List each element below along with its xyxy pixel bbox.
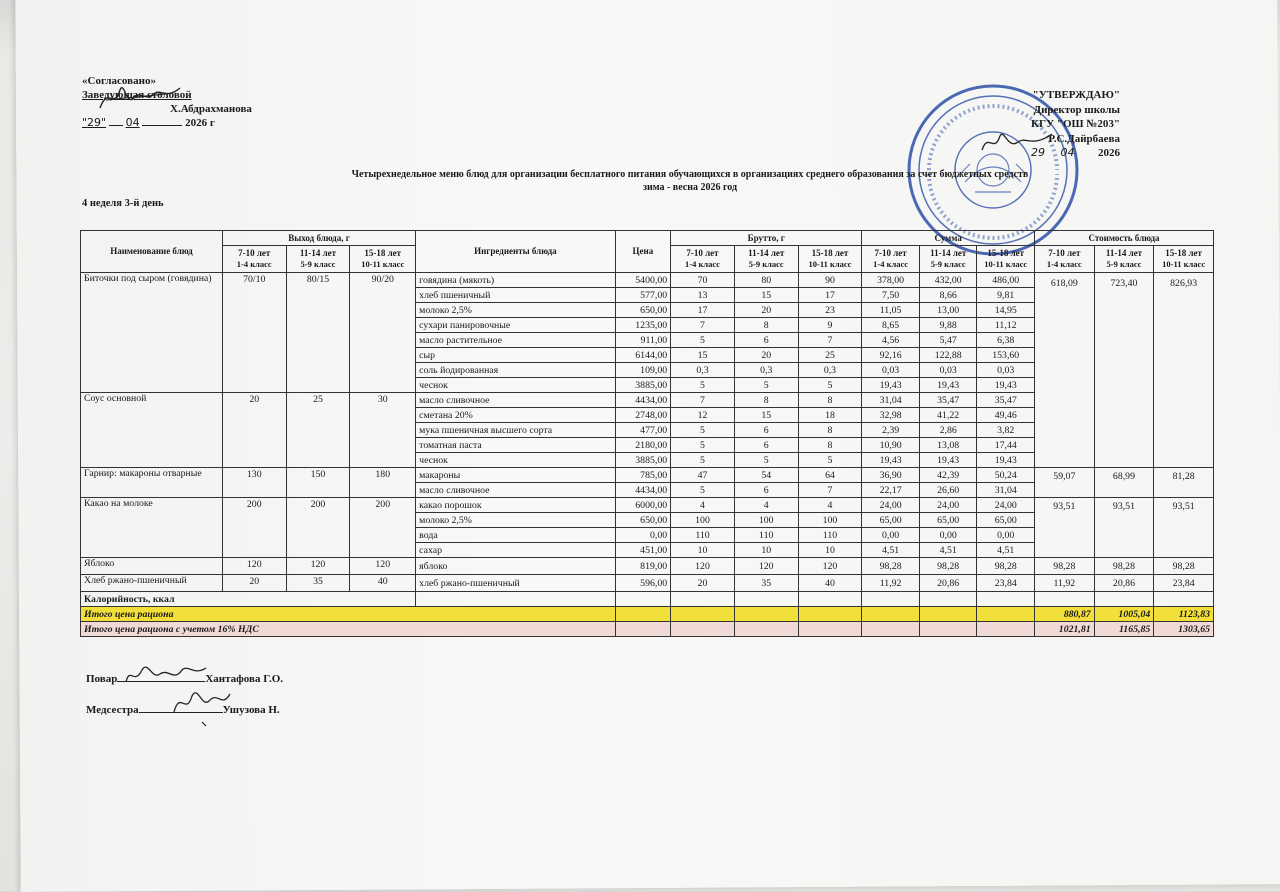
ingredient-gross: 10 — [671, 543, 735, 558]
total-row-empty — [615, 607, 671, 622]
dish-name: Биточки под сыром (говядина) — [81, 273, 223, 393]
ingredient-name: сметана 20% — [416, 408, 615, 423]
total-row-empty — [734, 607, 798, 622]
week-day-label: 4 неделя 3-й день — [82, 198, 164, 209]
total-row-label: Итого цена рациона — [81, 607, 616, 622]
ingredient-sum: 5,47 — [919, 333, 977, 348]
ingredient-gross: 10 — [734, 543, 798, 558]
ingredient-gross: 0,3 — [734, 363, 798, 378]
approve-title: "УТВЕРЖДАЮ" — [1032, 89, 1120, 101]
total-vat-row-empty — [798, 622, 862, 637]
dish-cost: 11,92 — [1035, 575, 1095, 592]
ingredient-name: томатная паста — [416, 438, 615, 453]
ingredient-gross: 18 — [798, 408, 862, 423]
ingredient-name: масло сливочное — [416, 393, 615, 408]
table-row — [81, 468, 1214, 483]
dish-output: 180 — [350, 468, 416, 498]
total-vat-row-empty — [977, 622, 1035, 637]
ingredient-gross: 70 — [671, 273, 735, 288]
ingredient-gross: 64 — [798, 468, 862, 483]
dish-cost: 618,09 — [1035, 273, 1095, 468]
ingredient-sum: 4,51 — [919, 543, 977, 558]
ingredient-sum: 17,44 — [977, 438, 1035, 453]
total-vat-row-empty — [862, 622, 920, 637]
ingredient-gross: 110 — [734, 528, 798, 543]
age-header-gross-1: 7-10 лет 1-4 класс — [671, 246, 735, 273]
ingredient-name: масло сливочное — [416, 483, 615, 498]
age-header-output-3: 15-18 лет 10-11 класс — [350, 246, 416, 273]
ingredient-price: 6000,00 — [615, 498, 671, 513]
ingredient-sum: 378,00 — [862, 273, 920, 288]
ingredient-sum: 4,56 — [862, 333, 920, 348]
ingredient-price: 2180,00 — [615, 438, 671, 453]
calories-cell — [1154, 592, 1214, 607]
ingredient-sum: 0,03 — [919, 363, 977, 378]
ingredient-sum: 2,86 — [919, 423, 977, 438]
dish-output: 130 — [222, 468, 286, 498]
approve-date-month: 04 — [1060, 146, 1075, 159]
ingredient-gross: 40 — [798, 575, 862, 592]
ingredient-price: 785,00 — [615, 468, 671, 483]
ingredient-name: сыр — [416, 348, 615, 363]
dish-name: Соус основной — [81, 393, 223, 468]
ingredient-sum: 13,00 — [919, 303, 977, 318]
ingredient-price: 6144,00 — [615, 348, 671, 363]
ingredient-price: 0,00 — [615, 528, 671, 543]
ingredient-sum: 32,98 — [862, 408, 920, 423]
ingredient-sum: 35,47 — [977, 393, 1035, 408]
ingredient-name: молоко 2,5% — [416, 513, 615, 528]
dish-output: 20 — [222, 393, 286, 468]
dish-output: 120 — [286, 558, 350, 575]
calories-cell — [416, 592, 615, 607]
header-cost: Стоимость блюда — [1035, 231, 1214, 246]
age-header-gross-2: 11-14 лет 5-9 класс — [734, 246, 798, 273]
ingredient-sum: 11,92 — [862, 575, 920, 592]
menu-table-body — [81, 273, 1214, 637]
dish-cost: 93,51 — [1154, 498, 1214, 558]
ingredient-sum: 432,00 — [919, 273, 977, 288]
ingredient-sum: 13,08 — [919, 438, 977, 453]
ingredient-price: 451,00 — [615, 543, 671, 558]
ingredient-sum: 7,50 — [862, 288, 920, 303]
ingredient-gross: 10 — [798, 543, 862, 558]
dish-output: 200 — [286, 498, 350, 558]
ingredient-name: масло растительное — [416, 333, 615, 348]
ingredient-name: говядина (мякоть) — [416, 273, 615, 288]
total-vat-row-value: 1021,81 — [1035, 622, 1095, 637]
ingredient-sum: 19,43 — [862, 453, 920, 468]
dish-cost: 59,07 — [1035, 468, 1095, 498]
total-vat-row-empty — [671, 622, 735, 637]
ingredient-gross: 25 — [798, 348, 862, 363]
ingredient-gross: 5 — [798, 378, 862, 393]
calories-cell — [615, 592, 671, 607]
agreed-position: Заведующая столовой — [82, 89, 192, 101]
agreed-date — [82, 116, 252, 130]
ingredient-gross: 110 — [671, 528, 735, 543]
ingredient-gross: 7 — [671, 318, 735, 333]
ingredient-gross: 15 — [734, 408, 798, 423]
agreed-date-month: 04 — [125, 116, 140, 129]
ingredient-sum: 35,47 — [919, 393, 977, 408]
dish-name: Какао на молоке — [81, 498, 223, 558]
ingredient-gross: 5 — [671, 378, 735, 393]
dish-cost: 68,99 — [1094, 468, 1154, 498]
approve-date-day: 29 — [1031, 146, 1045, 159]
dish-output: 40 — [350, 575, 416, 592]
ingredient-gross: 20 — [671, 575, 735, 592]
dish-cost: 81,28 — [1154, 468, 1214, 498]
ingredient-gross: 8 — [798, 393, 862, 408]
agreed-date-day: "29" — [82, 116, 107, 129]
ingredient-name: хлеб ржано-пшеничный — [416, 575, 615, 592]
dish-cost: 20,86 — [1094, 575, 1154, 592]
total-row-empty — [798, 607, 862, 622]
ingredient-sum: 24,00 — [977, 498, 1035, 513]
ingredient-sum: 0,03 — [977, 363, 1035, 378]
ingredient-sum: 14,95 — [977, 303, 1035, 318]
ingredient-gross: 100 — [734, 513, 798, 528]
nurse-label: Медсестра — [86, 704, 139, 716]
cook-label: Повар — [86, 673, 118, 685]
ingredient-sum: 19,43 — [862, 378, 920, 393]
ingredient-name: чеснок — [416, 453, 615, 468]
ingredient-sum: 65,00 — [919, 513, 977, 528]
agreed-title: «Согласовано» — [82, 75, 156, 87]
ingredient-price: 4434,00 — [615, 483, 671, 498]
calories-cell — [919, 592, 977, 607]
ingredient-sum: 31,04 — [862, 393, 920, 408]
ingredient-gross: 5 — [671, 483, 735, 498]
calories-cell — [1035, 592, 1095, 607]
ingredient-sum: 19,43 — [977, 453, 1035, 468]
ingredient-gross: 5 — [734, 453, 798, 468]
ingredient-name: макароны — [416, 468, 615, 483]
ingredient-sum: 24,00 — [862, 498, 920, 513]
ingredient-sum: 19,43 — [919, 378, 977, 393]
total-row-value: 1005,04 — [1094, 607, 1154, 622]
total-row-empty — [919, 607, 977, 622]
ingredient-gross: 5 — [671, 423, 735, 438]
ingredient-gross: 5 — [671, 333, 735, 348]
ingredient-gross: 120 — [734, 558, 798, 575]
dish-output: 80/15 — [286, 273, 350, 393]
header-price: Цена — [615, 231, 671, 273]
ingredient-name: хлеб пшеничный — [416, 288, 615, 303]
calories-cell — [671, 592, 735, 607]
calories-cell — [862, 592, 920, 607]
dish-output: 200 — [350, 498, 416, 558]
ingredient-sum: 8,65 — [862, 318, 920, 333]
signature-left-top — [96, 80, 186, 116]
ingredient-price: 650,00 — [615, 303, 671, 318]
ingredient-sum: 0,03 — [862, 363, 920, 378]
menu-title-line2: зима - весна 2026 год — [642, 182, 738, 193]
ingredient-sum: 92,16 — [862, 348, 920, 363]
nurse-signature — [166, 682, 236, 728]
total-row-value: 880,87 — [1035, 607, 1095, 622]
ingredient-gross: 5 — [671, 453, 735, 468]
ingredient-gross: 8 — [734, 393, 798, 408]
total-row-empty — [977, 607, 1035, 622]
ingredient-gross: 7 — [798, 483, 862, 498]
dish-output: 30 — [350, 393, 416, 468]
ingredient-price: 650,00 — [615, 513, 671, 528]
ingredient-gross: 5 — [671, 438, 735, 453]
ingredient-sum: 8,66 — [919, 288, 977, 303]
total-row — [81, 607, 1214, 622]
header-ingredients: Ингредиенты блюда — [416, 231, 615, 273]
ingredient-sum: 0,00 — [919, 528, 977, 543]
ingredient-gross: 80 — [734, 273, 798, 288]
dish-name: Яблоко — [81, 558, 223, 575]
header-gross: Брутто, г — [671, 231, 862, 246]
total-row-empty — [671, 607, 735, 622]
ingredient-gross: 5 — [734, 378, 798, 393]
menu-title — [250, 168, 1130, 194]
ingredient-sum: 50,24 — [977, 468, 1035, 483]
dish-cost: 826,93 — [1154, 273, 1214, 468]
dish-cost: 98,28 — [1035, 558, 1095, 575]
ingredient-sum: 9,88 — [919, 318, 977, 333]
ingredient-gross: 110 — [798, 528, 862, 543]
ingredient-gross: 6 — [734, 333, 798, 348]
ingredient-name: яблоко — [416, 558, 615, 575]
total-vat-row-label: Итого цена рациона с учетом 16% НДС — [81, 622, 616, 637]
signature-right-top — [978, 128, 1058, 158]
table-row — [81, 273, 1214, 288]
ingredient-sum: 24,00 — [919, 498, 977, 513]
ingredient-sum: 49,46 — [977, 408, 1035, 423]
ingredient-price: 3885,00 — [615, 378, 671, 393]
ingredient-gross: 8 — [734, 318, 798, 333]
ingredient-price: 2748,00 — [615, 408, 671, 423]
age-header-output-2: 11-14 лет 5-9 класс — [286, 246, 350, 273]
ingredient-gross: 7 — [798, 333, 862, 348]
ingredient-sum: 6,38 — [977, 333, 1035, 348]
total-row-empty — [862, 607, 920, 622]
ingredient-price: 596,00 — [615, 575, 671, 592]
ingredient-price: 911,00 — [615, 333, 671, 348]
ingredient-sum: 65,00 — [862, 513, 920, 528]
ingredient-gross: 35 — [734, 575, 798, 592]
header-dish-name: Наименование блюд — [81, 231, 223, 273]
ingredient-gross: 15 — [734, 288, 798, 303]
ingredient-sum: 65,00 — [977, 513, 1035, 528]
ingredient-sum: 9,81 — [977, 288, 1035, 303]
age-header-cost-2: 11-14 лет 5-9 класс — [1094, 246, 1154, 273]
dish-name: Хлеб ржано-пшеничный — [81, 575, 223, 592]
ingredient-sum: 36,90 — [862, 468, 920, 483]
dish-cost: 723,40 — [1094, 273, 1154, 468]
ingredient-name: вода — [416, 528, 615, 543]
ingredient-gross: 7 — [671, 393, 735, 408]
dish-output: 35 — [286, 575, 350, 592]
age-header-cost-3: 15-18 лет 10-11 класс — [1154, 246, 1214, 273]
nurse-name: Ушузова Н. — [222, 704, 280, 716]
calories-label: Калорийность, ккал — [81, 592, 416, 607]
dish-output: 70/10 — [222, 273, 286, 393]
ingredient-gross: 120 — [798, 558, 862, 575]
ingredient-gross: 4 — [671, 498, 735, 513]
ingredient-sum: 153,60 — [977, 348, 1035, 363]
total-vat-row — [81, 622, 1214, 637]
ingredient-gross: 6 — [734, 438, 798, 453]
total-vat-row-empty — [734, 622, 798, 637]
ingredient-gross: 4 — [798, 498, 862, 513]
ingredient-sum: 122,88 — [919, 348, 977, 363]
approve-org: КГУ "ОШ №203" — [1031, 118, 1120, 130]
ingredient-name: какао порошок — [416, 498, 615, 513]
table-row — [81, 558, 1214, 575]
dish-output: 120 — [222, 558, 286, 575]
ingredient-sum: 0,00 — [977, 528, 1035, 543]
ingredient-sum: 4,51 — [862, 543, 920, 558]
ingredient-price: 3885,00 — [615, 453, 671, 468]
ingredient-name: соль йодированная — [416, 363, 615, 378]
age-header-sum-3: 15-18 лет 10-11 класс — [977, 246, 1035, 273]
ingredient-price: 819,00 — [615, 558, 671, 575]
header-output: Выход блюда, г — [222, 231, 415, 246]
ingredient-sum: 26,60 — [919, 483, 977, 498]
ingredient-sum: 0,00 — [862, 528, 920, 543]
header-sum: Сумма — [862, 231, 1035, 246]
ingredient-gross: 17 — [671, 303, 735, 318]
ingredient-sum: 3,82 — [977, 423, 1035, 438]
ingredient-gross: 23 — [798, 303, 862, 318]
ingredient-sum: 486,00 — [977, 273, 1035, 288]
ingredient-gross: 8 — [798, 438, 862, 453]
ingredient-price: 477,00 — [615, 423, 671, 438]
total-vat-row-value: 1303,65 — [1154, 622, 1214, 637]
table-row — [81, 498, 1214, 513]
menu-table — [80, 230, 1214, 637]
dish-name: Гарнир: макароны отварные — [81, 468, 223, 498]
ingredient-price: 5400,00 — [615, 273, 671, 288]
dish-output: 90/20 — [350, 273, 416, 393]
calories-cell — [734, 592, 798, 607]
ingredient-sum: 11,05 — [862, 303, 920, 318]
total-vat-row-empty — [919, 622, 977, 637]
ingredient-gross: 100 — [671, 513, 735, 528]
ingredient-gross: 12 — [671, 408, 735, 423]
ingredient-gross: 90 — [798, 273, 862, 288]
age-header-sum-2: 11-14 лет 5-9 класс — [919, 246, 977, 273]
age-header-gross-3: 15-18 лет 10-11 класс — [798, 246, 862, 273]
ingredient-name: мука пшеничная высшего сорта — [416, 423, 615, 438]
ingredient-sum: 20,86 — [919, 575, 977, 592]
ingredient-gross: 15 — [671, 348, 735, 363]
ingredient-gross: 4 — [734, 498, 798, 513]
ingredient-price: 4434,00 — [615, 393, 671, 408]
ingredient-gross: 8 — [798, 423, 862, 438]
ingredient-sum: 11,12 — [977, 318, 1035, 333]
dish-output: 120 — [350, 558, 416, 575]
approve-date-year: 2026 — [1098, 147, 1120, 159]
ingredient-sum: 31,04 — [977, 483, 1035, 498]
approve-position: Директор школы — [1033, 103, 1120, 116]
ingredient-sum: 41,22 — [919, 408, 977, 423]
age-header-output-1: 7-10 лет 1-4 класс — [222, 246, 286, 273]
dish-cost: 23,84 — [1154, 575, 1214, 592]
ingredient-sum: 4,51 — [977, 543, 1035, 558]
ingredient-sum: 19,43 — [919, 453, 977, 468]
table-row — [81, 575, 1214, 592]
ingredient-sum: 42,39 — [919, 468, 977, 483]
ingredient-price: 1235,00 — [615, 318, 671, 333]
ingredient-gross: 120 — [671, 558, 735, 575]
ingredient-name: сахар — [416, 543, 615, 558]
menu-title-line1: Четырехнедельное меню блюд для организации бесплатного питания обучающихся в организациях среднего образования за счет бюджетных средств — [351, 169, 1029, 180]
calories-cell — [798, 592, 862, 607]
dish-cost: 93,51 — [1094, 498, 1154, 558]
ingredient-sum: 23,84 — [977, 575, 1035, 592]
dish-output: 200 — [222, 498, 286, 558]
age-header-cost-1: 7-10 лет 1-4 класс — [1035, 246, 1095, 273]
ingredient-gross: 0,3 — [671, 363, 735, 378]
ingredient-sum: 22,17 — [862, 483, 920, 498]
cook-name: Хантафова Г.О. — [205, 673, 284, 685]
ingredient-price: 109,00 — [615, 363, 671, 378]
ingredient-name: сухари панировочные — [416, 318, 615, 333]
dish-cost: 98,28 — [1094, 558, 1154, 575]
ingredient-name: молоко 2,5% — [416, 303, 615, 318]
agreed-name: Х.Абдрахманова — [170, 103, 252, 115]
ingredient-gross: 17 — [798, 288, 862, 303]
ingredient-gross: 6 — [734, 483, 798, 498]
ingredient-price: 577,00 — [615, 288, 671, 303]
age-header-sum-1: 7-10 лет 1-4 класс — [862, 246, 920, 273]
dish-cost: 93,51 — [1035, 498, 1095, 558]
dish-output: 20 — [222, 575, 286, 592]
ingredient-gross: 13 — [671, 288, 735, 303]
ingredient-name: чеснок — [416, 378, 615, 393]
ingredient-gross: 9 — [798, 318, 862, 333]
approve-name: Р.С.Дайрбаева — [1048, 132, 1120, 145]
ingredient-gross: 20 — [734, 303, 798, 318]
ingredient-sum: 98,28 — [977, 558, 1035, 575]
total-vat-row-empty — [615, 622, 671, 637]
ingredient-sum: 19,43 — [977, 378, 1035, 393]
ingredient-gross: 47 — [671, 468, 735, 483]
dish-cost: 98,28 — [1154, 558, 1214, 575]
ingredient-sum: 10,90 — [862, 438, 920, 453]
ingredient-gross: 100 — [798, 513, 862, 528]
dish-output: 25 — [286, 393, 350, 468]
ingredient-gross: 5 — [798, 453, 862, 468]
ingredient-gross: 6 — [734, 423, 798, 438]
calories-row — [81, 592, 1214, 607]
ingredient-gross: 0,3 — [798, 363, 862, 378]
ingredient-sum: 98,28 — [919, 558, 977, 575]
total-vat-row-value: 1165,85 — [1094, 622, 1154, 637]
agreed-date-year: 2026 г — [185, 117, 215, 129]
ingredient-sum: 2,39 — [862, 423, 920, 438]
calories-cell — [1094, 592, 1154, 607]
ingredient-gross: 20 — [734, 348, 798, 363]
dish-output: 150 — [286, 468, 350, 498]
ingredient-sum: 98,28 — [862, 558, 920, 575]
total-row-value: 1123,83 — [1154, 607, 1214, 622]
calories-cell — [977, 592, 1035, 607]
ingredient-gross: 54 — [734, 468, 798, 483]
